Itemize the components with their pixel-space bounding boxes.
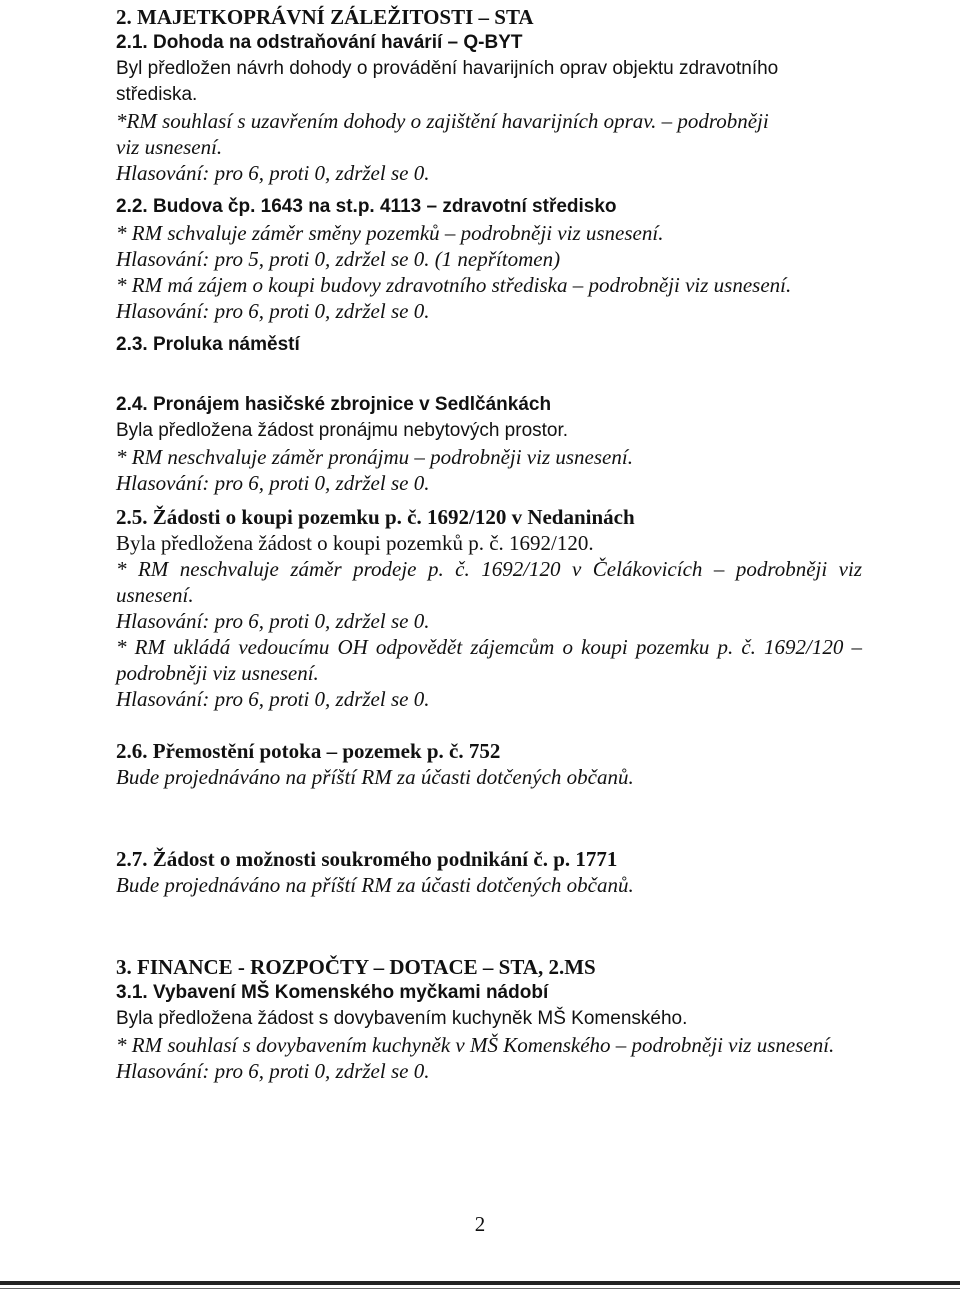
- section-2-6-text: Bude projednáváno na příští RM za účasti dotčených občanů.: [116, 765, 634, 789]
- section-3-1-vote: Hlasování: pro 6, proti 0, zdržel se 0.: [116, 1059, 430, 1083]
- section-2-5-text: Byla předložena žádost o koupi pozemků p. č. 1692/120.: [116, 531, 594, 555]
- section-3-heading: 3. FINANCE - ROZPOČTY – DOTACE – STA, 2.MS: [116, 955, 596, 979]
- section-2-1-title: 2.1. Dohoda na odstraňování havárií – Q-BYT: [116, 32, 523, 53]
- section-2-7-title: 2.7. Žádost o možnosti soukromého podnikání č. p. 1771: [116, 847, 618, 871]
- section-2-1-text: střediska.: [116, 84, 198, 105]
- section-2-heading: 2. MAJETKOPRÁVNÍ ZÁLEŽITOSTI – STA: [116, 5, 534, 29]
- section-2-2-vote: Hlasování: pro 5, proti 0, zdržel se 0. (1 nepřítomen): [116, 247, 561, 271]
- section-2-5-vote: Hlasování: pro 6, proti 0, zdržel se 0.: [116, 609, 430, 633]
- page-number: 2: [474, 1212, 486, 1236]
- section-2-7-text: Bude projednáváno na příští RM za účasti dotčených občanů.: [116, 873, 634, 897]
- section-2-1-vote: Hlasování: pro 6, proti 0, zdržel se 0.: [116, 161, 430, 185]
- footer-rule-thin: [0, 1288, 960, 1289]
- section-2-4-title: 2.4. Pronájem hasičské zbrojnice v Sedlčánkách: [116, 394, 552, 415]
- section-2-3-title: 2.3. Proluka náměstí: [116, 334, 300, 355]
- section-2-6-title: 2.6. Přemostění potoka – pozemek p. č. 752: [116, 739, 501, 763]
- section-2-4-text: Byla předložena žádost pronájmu nebytových prostor.: [116, 420, 569, 441]
- section-2-5-vote: Hlasování: pro 6, proti 0, zdržel se 0.: [116, 687, 430, 711]
- section-3-1-title: 3.1. Vybavení MŠ Komenského myčkami nádobí: [116, 982, 549, 1003]
- section-2-2-resolution: * RM má zájem o koupi budovy zdravotního střediska – podrobněji viz usnesení.: [116, 273, 792, 297]
- section-3-1-text: Byla předložena žádost s dovybavením kuchyněk MŠ Komenského.: [116, 1008, 688, 1029]
- section-2-5-title: 2.5. Žádosti o koupi pozemku p. č. 1692/120 v Nedaninách: [116, 505, 635, 529]
- section-2-1-resolution: *RM souhlasí s uzavřením dohody o zajištění havarijních oprav. – podrobněji: [116, 109, 769, 133]
- section-2-2-vote: Hlasování: pro 6, proti 0, zdržel se 0.: [116, 299, 430, 323]
- section-2-5-resolution: * RM neschvaluje záměr prodeje p. č. 1692/120 v Čelákovicích – podrobněji viz usnesení.: [116, 557, 862, 607]
- section-2-2-title: 2.2. Budova čp. 1643 na st.p. 4113 – zdravotní středisko: [116, 196, 617, 217]
- section-3-1-resolution: * RM souhlasí s dovybavením kuchyněk v MŠ Komenského – podrobněji viz usnesení.: [116, 1033, 835, 1057]
- document-body: [116, 4, 862, 1084]
- section-2-1-resolution: viz usnesení.: [116, 135, 223, 159]
- section-2-4-vote: Hlasování: pro 6, proti 0, zdržel se 0.: [116, 471, 430, 495]
- section-2-1-text: Byl předložen návrh dohody o provádění havarijních oprav objektu zdravotního: [116, 58, 779, 79]
- section-2-4-resolution: * RM neschvaluje záměr pronájmu – podrobněji viz usnesení.: [116, 445, 633, 469]
- footer-rule: [0, 1281, 960, 1285]
- section-2-5-resolution: * RM ukládá vedoucímu OH odpovědět zájemcům o koupi pozemku p. č. 1692/120 – podrobněji viz usnesení.: [116, 635, 862, 685]
- section-2-2-resolution: * RM schvaluje záměr směny pozemků – podrobněji viz usnesení.: [116, 221, 664, 245]
